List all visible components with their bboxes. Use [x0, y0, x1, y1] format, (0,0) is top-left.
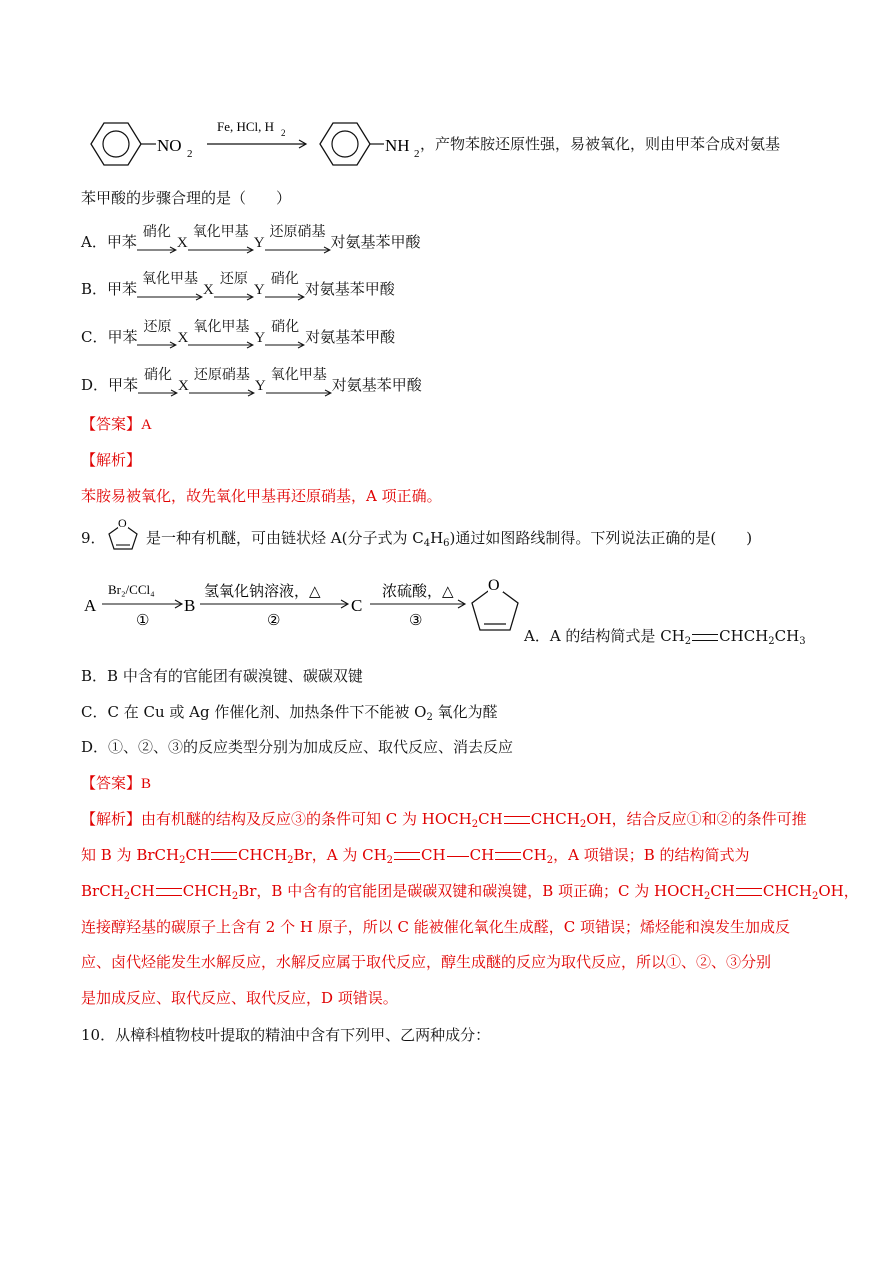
q8-analysis-text: 苯胺易被氧化，故先氧化甲基再还原硝基，A 项正确。: [81, 487, 442, 505]
arrow-icon: [188, 340, 254, 350]
intermediate-x: X: [203, 282, 214, 298]
labeled-arrow: [138, 367, 178, 395]
labeled-arrow: [265, 319, 305, 347]
analysis-label: 【解析】: [81, 810, 142, 828]
route-C: C: [351, 596, 363, 615]
intermediate-x: X: [177, 330, 189, 346]
option-prefix: B．甲苯: [81, 280, 138, 298]
amino-group: NH: [385, 136, 410, 155]
q9-analysis-line6: 是加成反应、取代反应、取代反应，D 项错误。: [81, 989, 398, 1007]
ring-oxygen: O: [118, 516, 127, 530]
arrow-icon: [138, 388, 178, 398]
labeled-arrow: [137, 224, 177, 252]
option-product: 对氨基苯甲酸: [304, 280, 395, 298]
dihydrofuran-ring-large: [472, 575, 518, 630]
arrow-label: 还原硝基: [269, 224, 326, 240]
route-step1: ①: [136, 613, 150, 629]
arrow-icon: [265, 245, 331, 255]
arrow-icon: [137, 340, 177, 350]
option-product: 对氨基苯甲酸: [330, 233, 421, 251]
q9-option-a: A．A 的结构简式是 $CH_2$ $CHCH_2CH_3$: [524, 627, 806, 647]
intermediate-y: Y: [253, 282, 265, 298]
nitro-sub: 2: [187, 148, 193, 160]
arrow-label: 还原硝基: [193, 367, 250, 383]
arrow-icon: [265, 292, 305, 302]
arrow-label: 氧化甲基: [270, 367, 327, 383]
q9-analysis-line5: 应、卤代烃能发生水解反应，水解反应属于取代反应，醇生成醚的反应为取代反应，所以①、②、③分别: [81, 953, 772, 971]
option-product: 对氨基苯甲酸: [305, 328, 396, 346]
arrow-icon: [266, 388, 332, 398]
route-step2: ②: [267, 613, 281, 629]
q8-answer: [81, 413, 152, 434]
q9-option-d: D．①、②、③的反应类型分别为加成反应、取代反应、消去反应: [81, 738, 514, 756]
labeled-arrow: [214, 271, 254, 299]
synthesis-route: [80, 570, 540, 644]
arrow-icon: [137, 245, 177, 255]
arrow-icon: [137, 292, 203, 302]
labeled-arrow: [137, 271, 203, 299]
option-prefix: C．甲苯: [81, 328, 138, 346]
arrow-label: 硝化: [271, 319, 300, 335]
reagents-label: Fe, HCl, H: [217, 119, 275, 134]
arrow-icon: [214, 292, 254, 302]
intermediate-x: X: [178, 378, 189, 394]
option-prefix: D．甲苯: [81, 376, 139, 394]
q9-number: 9．: [81, 529, 106, 547]
arrow-label: 硝化: [270, 271, 299, 287]
route-A: A: [84, 596, 97, 615]
q9-answer: 【答案】B: [81, 774, 152, 792]
arrow-label: 氧化甲基: [193, 319, 250, 335]
aniline-reaction-scheme: [84, 112, 444, 172]
q8-option-row: [81, 224, 421, 252]
intro-text-line2: 苯甲酸的步骤合理的是（ ）: [81, 189, 292, 207]
route-step3: ③: [409, 613, 423, 629]
arrow-icon: [189, 388, 255, 398]
intermediate-y: Y: [253, 235, 265, 251]
arrow-label: 硝化: [142, 224, 171, 240]
answer-label: 【答案】: [81, 415, 142, 433]
labeled-arrow: [265, 271, 305, 299]
amino-sub: 2: [414, 148, 420, 160]
q8-option-row: [81, 367, 422, 395]
reaction-arrow: [207, 140, 306, 148]
arrow-label: 氧化甲基: [192, 224, 249, 240]
q9-analysis-line1: 【解析】由有机醚的结构及反应③的条件可知 C 为 $HOCH_2CH$ $CHCH_2OH$，结合反应①和②的条件可推: [81, 810, 807, 830]
intermediate-x: X: [176, 235, 188, 251]
q8-option-row: [81, 271, 395, 299]
answer-value: A: [141, 417, 152, 433]
q8-analysis-label: 【解析】: [81, 451, 142, 469]
route-r1: Br₂/CCl₄: [108, 582, 155, 597]
route-B: B: [184, 596, 196, 615]
arrow-icon: [265, 340, 305, 350]
option-prefix: A．甲苯: [81, 233, 137, 251]
q9-option-b: B．B 中含有的官能团有碳溴键、碳碳双键: [81, 667, 363, 685]
option-product: 对氨基苯甲酸: [331, 376, 422, 394]
q9-analysis-line4: 连接醇羟基的碳原子上含有 2 个 H 原子，所以 C 能被催化氧化生成醛，C 项错误；烯烃能和溴发生加成反: [81, 918, 790, 936]
benzene-ring-right: [320, 123, 384, 165]
arrow-label: 氧化甲基: [142, 271, 199, 287]
labeled-arrow: [189, 367, 255, 395]
q8-option-row: [81, 319, 396, 347]
intermediate-y: Y: [254, 378, 266, 394]
intermediate-y: Y: [254, 330, 266, 346]
labeled-arrow: [188, 224, 254, 252]
q10-stem: 10．从樟科植物枝叶提取的精油中含有下列甲、乙两种成分：: [81, 1026, 491, 1044]
arrow-icon: [188, 245, 254, 255]
labeled-arrow: [188, 319, 254, 347]
arrow-label: 还原: [143, 319, 172, 335]
dihydrofuran-ring-small: [104, 514, 144, 552]
route-r3: 浓硫酸，△: [382, 584, 454, 600]
reagents-sub: 2: [281, 128, 286, 138]
q9-option-c: C．C 在 Cu 或 Ag 作催化剂、加热条件下不能被 $O_2$ 氧化为醛: [81, 703, 498, 723]
arrow-label: 硝化: [144, 367, 173, 383]
q9-stem: 是一种有机醚，可由链状烃 A(分子式为 $C_4H_6$)通过如图路线制得。下列说法正确的是( ): [146, 529, 753, 549]
labeled-arrow: [137, 319, 177, 347]
benzene-ring-left: [91, 123, 156, 165]
ring-oxygen-large: O: [488, 577, 500, 594]
labeled-arrow: [265, 224, 331, 252]
nitro-group: NO: [157, 136, 182, 155]
arrow-label: 还原: [219, 271, 248, 287]
intro-text-tail: ，产物苯胺还原性强，易被氧化，则由甲苯合成对氨基: [420, 135, 781, 153]
q9-analysis-line3: BrCH$_2$CH $CHCH_2Br$，B 中含有的官能团是碳碳双键和碳溴键，B 项正确；C 为 $HOCH_2CH$ $CHCH_2OH$，: [81, 882, 859, 902]
route-r2: 氢氧化钠溶液，△: [204, 584, 321, 600]
labeled-arrow: [266, 367, 332, 395]
q9-analysis-line2: 知 B 为 BrCH$_2$CH $CHCH_2Br$，A 为 $CH_2$ CH CH $CH_2$，A 项错误；B 的结构简式为: [81, 846, 750, 866]
